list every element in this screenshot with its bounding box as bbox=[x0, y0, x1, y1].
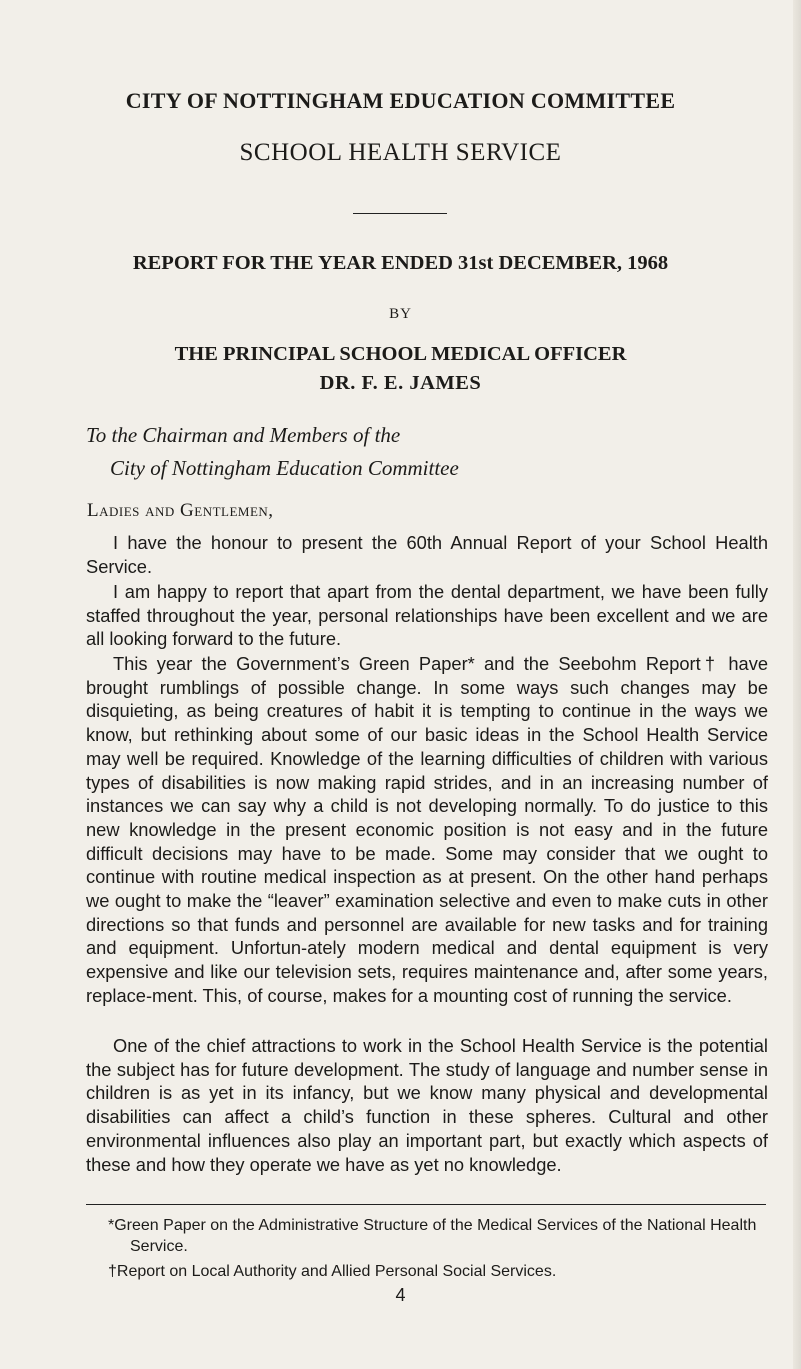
paragraph-2: I am happy to report that apart from the dental department, we have been fully staffed throughout the year, personal relationships have been excellent and we are all looking forward to the future. bbox=[86, 581, 768, 650]
committee-heading: CITY OF NOTTINGHAM EDUCATION COMMITTEE bbox=[125, 88, 676, 113]
address-line-1: To the Chairman and Members of the bbox=[86, 423, 401, 447]
paragraph-3: This year the Government’s Green Paper* and the Seebohm Report† have brought rumblings of possible change. In some ways such changes may be disquieting, as being creatures of habit it is tempting to continue in the ways we know, but rethinking about some of our basic ideas in the School Health Service may well be required. Knowledge of the learning difficulties of children with various types of disabilities is now making rapid strides, and in an increasing number of instances we can say why a child is not developing normally. To do justice to this new knowledge in the present economic position is not easy and in the future difficult decisions may have to be made. Some may consider that we ought to continue with routine medical inspection as at present. On the other hand perhaps we ought to make the “leaver” examination selective and even to make cuts in other directions so that funds and personnel are available for new tasks and for training and equipment. Unfortun-ately modern medical and dental equipment is very expensive and like our television sets, requires maintenance and, after some years, replace-ment. This, of course, makes for a mounting cost of running the service. bbox=[86, 653, 768, 1006]
header-divider bbox=[353, 213, 447, 214]
footnote-divider bbox=[86, 1204, 766, 1205]
paragraph-4: One of the chief attractions to work in the School Health Service is the potential the subject has for future development. The study of language and number sense in children is as yet in its infancy, but we know many physical and developmental disabilities can affect a child’s function in these spheres. Cultural and other environmental influences also play an important part, but exactly which aspects of these and how they operate we have as yet no knowledge. bbox=[86, 1035, 768, 1175]
page-number: 4 bbox=[395, 1285, 406, 1305]
officer-name: DR. F. E. JAMES bbox=[319, 372, 482, 394]
service-heading: SCHOOL HEALTH SERVICE bbox=[239, 139, 562, 166]
footnote-green-paper: *Green Paper on the Administrative Structure of the Medical Services of the National Health Service. bbox=[108, 1217, 757, 1255]
by-label: BY bbox=[389, 306, 412, 322]
report-title: REPORT FOR THE YEAR ENDED 31st DECEMBER, 1968 bbox=[132, 252, 669, 274]
officer-title: THE PRINCIPAL SCHOOL MEDICAL OFFICER bbox=[174, 343, 627, 365]
paragraph-1: I have the honour to present the 60th Annual Report of your School Health Service. bbox=[86, 532, 768, 577]
footnote-seebohm-report: †Report on Local Authority and Allied Personal Social Services. bbox=[108, 1263, 557, 1280]
page-edge-shadow bbox=[793, 0, 801, 1369]
address-line-2: City of Nottingham Education Committee bbox=[110, 456, 459, 480]
salutation: Ladies and Gentlemen, bbox=[87, 500, 274, 521]
